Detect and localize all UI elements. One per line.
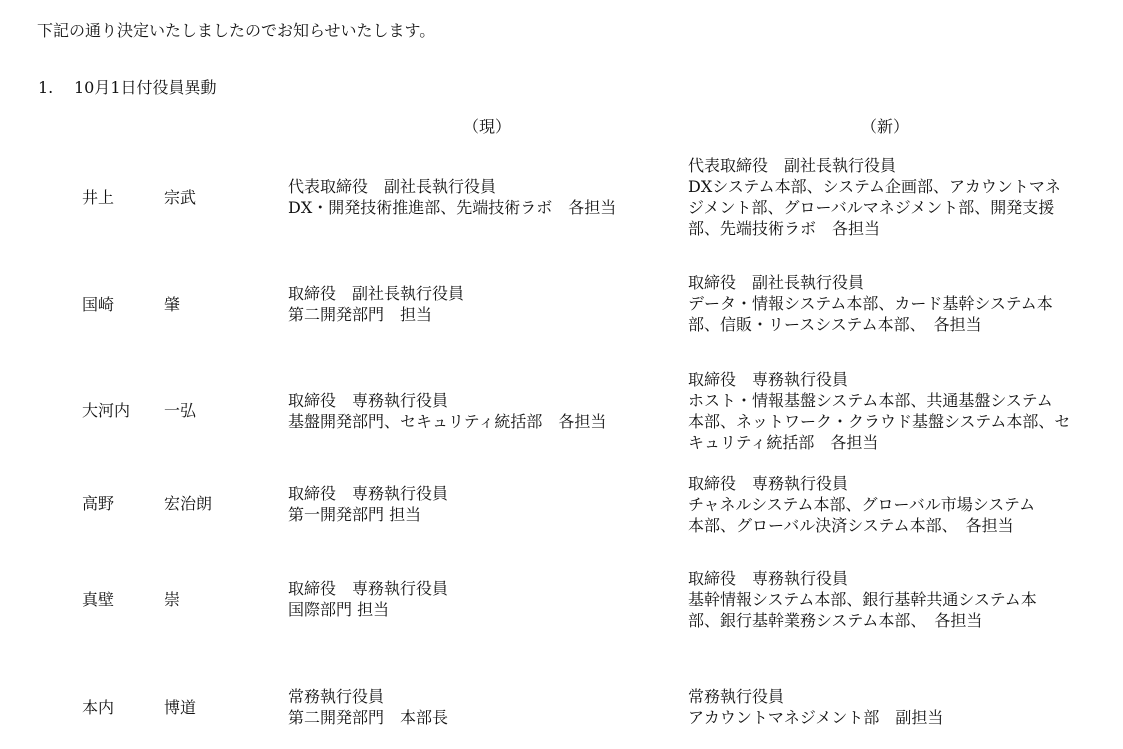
new-position bbox=[688, 569, 1037, 632]
current-position-line: 常務執行役員 bbox=[288, 687, 385, 706]
intro-text: 下記の通り決定いたしましたのでお知らせいたします。 bbox=[37, 21, 436, 40]
officer-surname: 国崎 bbox=[82, 295, 115, 314]
officer-surname: 高野 bbox=[82, 494, 115, 513]
officer-given-name: 宗武 bbox=[164, 188, 197, 207]
section-heading bbox=[38, 78, 217, 98]
new-position-line: 取締役 副社長執行役員 bbox=[688, 273, 865, 292]
section-number: 1. bbox=[38, 78, 54, 97]
new-position bbox=[688, 156, 1061, 240]
new-position-line: 部、信販・リースシステム本部、 各担当 bbox=[688, 315, 982, 334]
current-position-line: DX・開発技術推進部、先端技術ラボ 各担当 bbox=[288, 198, 617, 217]
new-position-line: 取締役 専務執行役員 bbox=[688, 474, 849, 493]
new-position bbox=[688, 370, 1070, 454]
new-position-line: DXシステム本部、システム企画部、アカウントマネ bbox=[688, 177, 1061, 196]
new-position-line: 基幹情報システム本部、銀行基幹共通システム本 bbox=[688, 590, 1037, 609]
officer-given-name: 一弘 bbox=[164, 401, 197, 420]
current-position-line: 国際部門 担当 bbox=[288, 600, 390, 619]
new-position-line: キュリティ統括部 各担当 bbox=[688, 433, 879, 452]
new-position-line: 部、先端技術ラボ 各担当 bbox=[688, 219, 881, 238]
new-position-line: 取締役 専務執行役員 bbox=[688, 569, 849, 588]
new-position-line: チャネルシステム本部、グローバル市場システム bbox=[688, 495, 1036, 514]
new-position-line: ジメント部、グローバルマネジメント部、開発支援 bbox=[688, 198, 1055, 217]
officer-given-name: 肇 bbox=[164, 295, 181, 314]
current-position bbox=[288, 687, 448, 729]
new-position-line: 常務執行役員 bbox=[688, 687, 785, 706]
new-position bbox=[688, 273, 1053, 336]
current-position-line: 取締役 専務執行役員 bbox=[288, 391, 449, 410]
new-position-line: 代表取締役 副社長執行役員 bbox=[688, 156, 897, 175]
officer-given-name: 博道 bbox=[164, 698, 197, 717]
current-position bbox=[288, 579, 448, 621]
new-position bbox=[688, 687, 943, 729]
officer-surname: 本内 bbox=[82, 698, 115, 717]
new-position-line: データ・情報システム本部、カード基幹システム本 bbox=[688, 294, 1053, 313]
new-position-line: 取締役 専務執行役員 bbox=[688, 370, 849, 389]
current-position-line: 取締役 専務執行役員 bbox=[288, 484, 449, 503]
current-position bbox=[288, 391, 606, 433]
current-position bbox=[288, 284, 464, 326]
officer-given-name: 崇 bbox=[164, 590, 181, 609]
current-position-line: 第二開発部門 本部長 bbox=[288, 708, 449, 727]
new-position bbox=[688, 474, 1035, 537]
officer-given-name: 宏治朗 bbox=[164, 494, 213, 513]
current-position-line: 取締役 副社長執行役員 bbox=[288, 284, 465, 303]
current-position bbox=[288, 484, 448, 526]
new-position-line: 部、銀行基幹業務システム本部、 各担当 bbox=[688, 611, 983, 630]
new-position-line: ホスト・情報基盤システム本部、共通基盤システム bbox=[688, 391, 1053, 410]
new-position-line: 本部、グローバル決済システム本部、 各担当 bbox=[688, 516, 1014, 535]
officer-surname: 大河内 bbox=[82, 401, 131, 420]
new-position-line: 本部、ネットワーク・クラウド基盤システム本部、セ bbox=[688, 412, 1071, 431]
officer-surname: 井上 bbox=[82, 188, 115, 207]
current-position-line: 代表取締役 副社長執行役員 bbox=[288, 177, 497, 196]
current-column-header: （現） bbox=[463, 117, 512, 136]
new-column-header: （新） bbox=[861, 117, 910, 136]
current-position bbox=[288, 177, 616, 219]
officer-surname: 真壁 bbox=[82, 590, 115, 609]
current-position-line: 第一開発部門 担当 bbox=[288, 505, 422, 524]
new-position-line: アカウントマネジメント部 副担当 bbox=[688, 708, 944, 727]
current-position-line: 基盤開発部門、セキュリティ統括部 各担当 bbox=[288, 412, 607, 431]
current-position-line: 第二開発部門 担当 bbox=[288, 305, 433, 324]
section-title: 10月1日付役員異動 bbox=[74, 78, 217, 97]
current-position-line: 取締役 専務執行役員 bbox=[288, 579, 449, 598]
